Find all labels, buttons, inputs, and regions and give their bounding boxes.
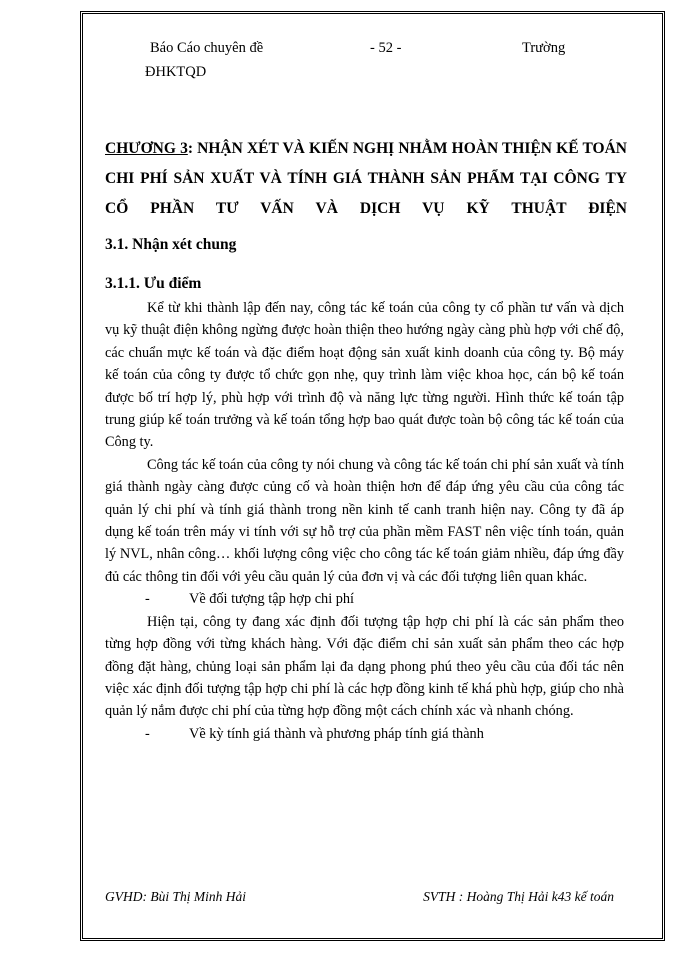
bullet-dash: - <box>145 725 150 742</box>
bullet-item <box>105 588 624 610</box>
subsection-heading: 3.1.1. Ưu điểm <box>105 275 202 292</box>
chapter-title-text: : NHẬN XÉT VÀ KIẾN NGHỊ NHẰM HOÀN THIỆN KẾ TOÁN CHI PHÍ SẢN XUẤT VÀ TÍNH GIÁ THÀNH SẢN PHẨM TẠI CÔNG TY CỔ PHẦN TƯ VẤN VÀ DỊCH VỤ KỸ THUẬT ĐIỆN <box>105 140 627 217</box>
header-school: Trường <box>522 40 566 56</box>
page-number: - 52 - <box>370 40 402 56</box>
chapter-title <box>105 134 627 224</box>
paragraph-1: Kể từ khi thành lập đến nay, công tác kế toán của công ty cổ phần tư vấn và dịch vụ kỹ thuật điện không ngừng được hoàn thiện theo hướng ngày càng phù hợp với chế độ, các chuẩn mực kế toán và đặc điểm hoạt động sản xuất kinh doanh của công ty. Bộ máy kế toán của công ty được tổ chức gọn nhẹ, quy trình làm việc khoa học, cán bộ kế toán được bố trí hợp lý, phù hợp với trình độ và năng lực từng người. Hình thức kế toán tập trung giúp kế toán trưởng và kế toán tổng hợp bao quát được toàn bộ công tác kế toán của Công ty. <box>105 300 624 451</box>
bullet-item <box>105 723 624 745</box>
bullet-dash: - <box>145 591 150 608</box>
header-report-title: Báo Cáo chuyên đề <box>150 40 264 56</box>
bullet-text: Về kỳ tính giá thành và phương pháp tính giá thành <box>189 725 484 742</box>
footer-student: SVTH : Hoàng Thị Hải k43 kế toán <box>423 889 614 904</box>
chapter-label: CHƯƠNG 3 <box>105 140 188 157</box>
bullet-text: Về đối tượng tập hợp chi phí <box>189 591 355 608</box>
body-text <box>105 297 624 745</box>
header-university: ĐHKTQD <box>145 64 207 80</box>
paragraph-3: Hiện tại, công ty đang xác định đối tượng tập hợp chi phí là các sản phẩm theo từng hợp đồng với từng khách hàng. Với đặc điểm chỉ sản xuất sản phẩm theo các hợp đồng đặt hàng, chủng loại sản phẩm lại đa dạng phong phú theo yêu cầu của đối tác nên việc xác định đối tượng tập hợp chi phí là các hợp đồng kinh tế khá phù hợp, giúp cho nhà quản lý nắm được chi phí của từng hợp đồng một cách chính xác và nhanh chóng. <box>105 613 624 720</box>
paragraph-2: Công tác kế toán của công ty nói chung và công tác kế toán chi phí sản xuất và tính giá thành ngày càng được củng cố và hoàn thiện hơn để đáp ứng yêu cầu của công tác quản lý chi phí và tính giá thành trong nền kinh tế canh tranh hiện nay. Công ty đã áp dụng kế toán trên máy vi tính với sự hỗ trợ của phần mềm FAST nên việc tính toán, quản lý NVL, nhân công… khối lượng công việc cho công tác kế toán giảm nhiều, đáp ứng đầy đủ các thông tin đối với yêu cầu quản lý của đơn vị và các đối tượng liên quan khác. <box>105 456 624 585</box>
footer-supervisor: GVHD: Bùi Thị Minh Hải <box>105 889 246 904</box>
section-heading: 3.1. Nhận xét chung <box>105 236 237 253</box>
